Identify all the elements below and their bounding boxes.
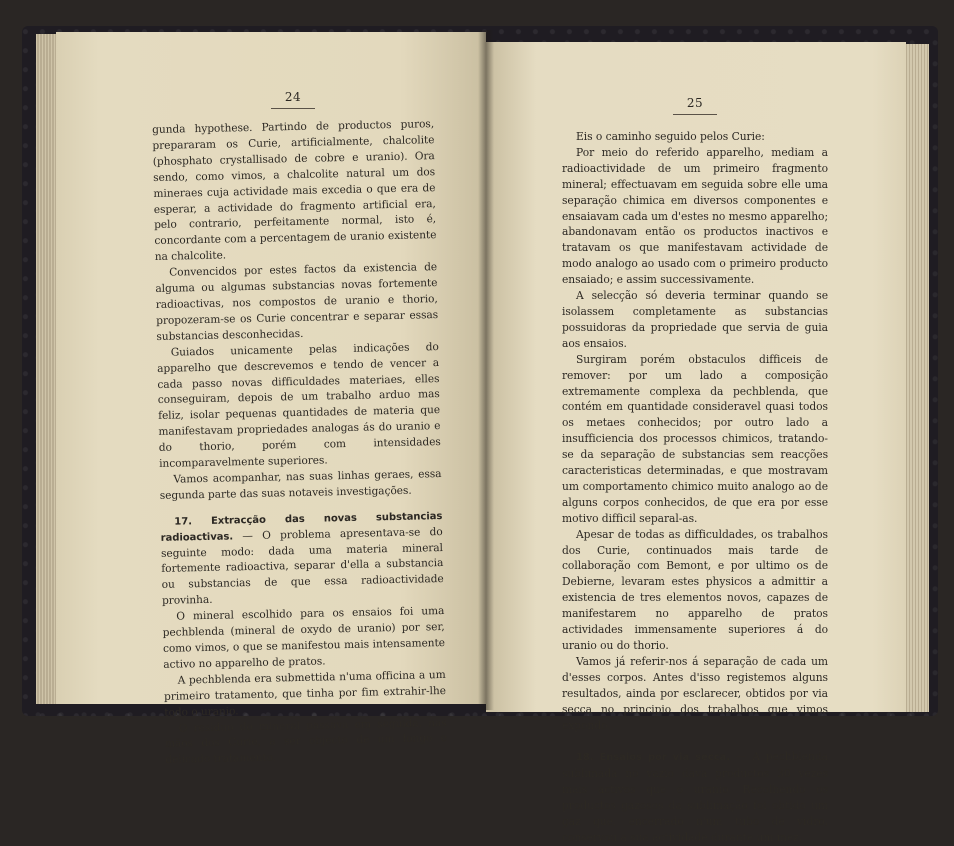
section-18-paragraph (562, 749, 828, 845)
paragraph: O residuo do mineral passava em seguida, nas mãos dos Curie, a ser objecto de um longo e delicado tratamento. (164, 716, 448, 767)
right-page-text (562, 129, 828, 846)
page-edges-right (903, 44, 929, 712)
right-page (486, 42, 906, 844)
section-18-text: — A pechblenda sublimada no vazio dava productos 30 vezes mais activos que o uranio. Recolhendo os productos gazosos da sublimação foi obtido um gaz que, encerrado n'um tubo de vidro, conservou a sua actividade durante um mez, (562, 750, 828, 844)
paragraph: Convencidos por estes factos da existencia de alguma ou algumas substancias novas fortemente radioactivas, nos compostos de uranio e thorio, propozeram-se os Curie concentrar e separar essas substancias desconhecidas. (155, 261, 439, 343)
page-number-rule (673, 114, 717, 115)
paragraph: Eis o caminho seguido pelos Curie: (576, 130, 765, 143)
section-17-heading: 17. Extracção das novas substancias radioactivas. (160, 510, 443, 544)
section-17-paragraph (160, 509, 444, 610)
paragraph: Surgiram porém obstaculos difficeis de remover: por um lado a composição extremamente complexa da pechblenda, que contém em quantidade consideravel quasi todos os metaes conhecidos; por outro lado a insufficiencia dos processos chimicos, tratando-se da separação de substancias sem reacções caracteristicas determinadas, e que mostravam um comportamento chimico muito analogo ao de alguns corpos conhecidos, de que era por esse motivo difficil separal-as. (562, 352, 828, 525)
left-page (56, 32, 486, 767)
page-number-left: 24 (284, 90, 302, 104)
paragraph: gunda hypothese. Partindo de productos puros, prepararam os Curie, artificialmente, chalcolite (phosphato crystallisado de cobre e uranio). Ora sendo, como vimos, a chalcolite natural um dos mineraes cuja actividade mais excedia o que era de esperar, a actividade do fragmento artificial era, pelo contrario, perfeitamente normal, isto é, concordante com a percentagem de uranio existente na chalcolite. (152, 118, 437, 264)
paragraph: A selecção só deveria terminar quando se isolassem completamente as substancias possuidoras da propriedade que servia de guia aos ensaios. (562, 289, 828, 350)
paragraph: A pechblenda era submettida n'uma officina a um primeiro tratamento, que tinha por fim extrahir-lhe todo o uranio. (163, 668, 447, 719)
left-page-text (152, 117, 447, 769)
section-17-text: — O problema apresentava-se do seguinte modo: dada uma materia mineral fortemente radioactiva, separar d'ella a substancia ou substancias de que essa radioactividade provinha. (160, 525, 444, 608)
book-gutter (478, 30, 494, 710)
page-number-rule (271, 108, 315, 109)
paragraph: O mineral escolhido para os ensaios foi uma pechblenda (mineral de oxydo de uranio) por ser, como vimos, o que se manifestou mais intensamente activo no apparelho de pratos. (162, 605, 446, 671)
section-18-heading: 18. Ensaios por via secca. (576, 752, 730, 764)
paragraph: Vamos já referir-nos á separação de cada um d'esses corpos. Antes d'isso registemos alguns resultados, ainda por esclarecer, obtidos por via secca no principio dos trabalhos que vimos expondo. (562, 654, 828, 732)
paragraph: Por meio do referido apparelho, mediam a radioactividade de um primeiro fragmento mineral; effectuavam em seguida sobre elle uma separação chimica em diversos componentes e ensaiavam cada um d'estes no mesmo apparelho; abandonavam então os productos inactivos e tratavam os que manifestavam actividade de modo analogo ao usado com o primeiro producto ensaiado; e assim successivamente. (562, 145, 828, 287)
page-number-right: 25 (686, 96, 704, 110)
paragraph: Vamos acompanhar, nas suas linhas geraes, essa segunda parte das suas notaveis investigações. (159, 467, 442, 502)
paragraph: Apesar de todas as difficuldades, os trabalhos dos Curie, continuados mais tarde de collaboração com Bemont, e por ultimo os de Debierne, levaram estes physicos a admittir a existencia de tres elementos novos, capazes de manifestarem no apparelho de pratos actividades immensamente superiores á do uranio ou do thorio. (562, 527, 828, 652)
paragraph: Guiados unicamente pelas indicações do apparelho que descrevemos e tendo de vencer a cada passo novas difficuldades materiaes, elles conseguiram, depois de um trabalho arduo mas feliz, isolar pequenas quantidades de materia que manifestavam propriedades analogas ás do uranio e do thorio, porém com intensidades incomparavelmente superiores. (157, 340, 441, 470)
